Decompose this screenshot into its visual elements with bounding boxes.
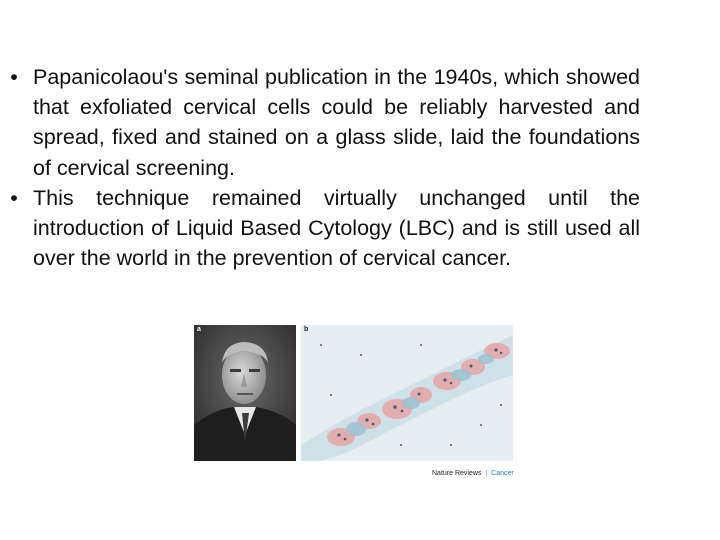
figure xyxy=(194,325,524,485)
bullet-text: This technique remained virtually unchanged until the introduction of Liquid Based Cytology (LBC) and is still used all over the world in the prevention of cervical cancer. xyxy=(33,185,640,271)
bullet-item-technique xyxy=(0,183,640,274)
portrait-photo xyxy=(194,325,296,461)
bullet-item-papanicolaou xyxy=(0,62,640,183)
bullet-marker: • xyxy=(10,65,18,89)
bullet-marker: • xyxy=(10,185,18,210)
panel-b-label: b xyxy=(304,326,309,333)
micrograph-illustration xyxy=(301,325,513,461)
cytology-micrograph xyxy=(301,325,513,461)
credit-separator: | xyxy=(485,470,488,477)
panel-a-label: a xyxy=(197,326,201,333)
figure-credit xyxy=(432,470,514,477)
portrait-illustration xyxy=(194,325,296,461)
credit-journal: Nature Reviews xyxy=(432,470,482,477)
bullet-text: Papanicolaou's seminal publication in the 1940s, which showed that exfoliated cervical cells could be reliably harvested and spread, fixed and stained on a glass slide, laid the foundations of cervical screening. xyxy=(33,65,640,180)
credit-section: Cancer xyxy=(491,470,514,477)
bullet-list xyxy=(0,62,640,273)
